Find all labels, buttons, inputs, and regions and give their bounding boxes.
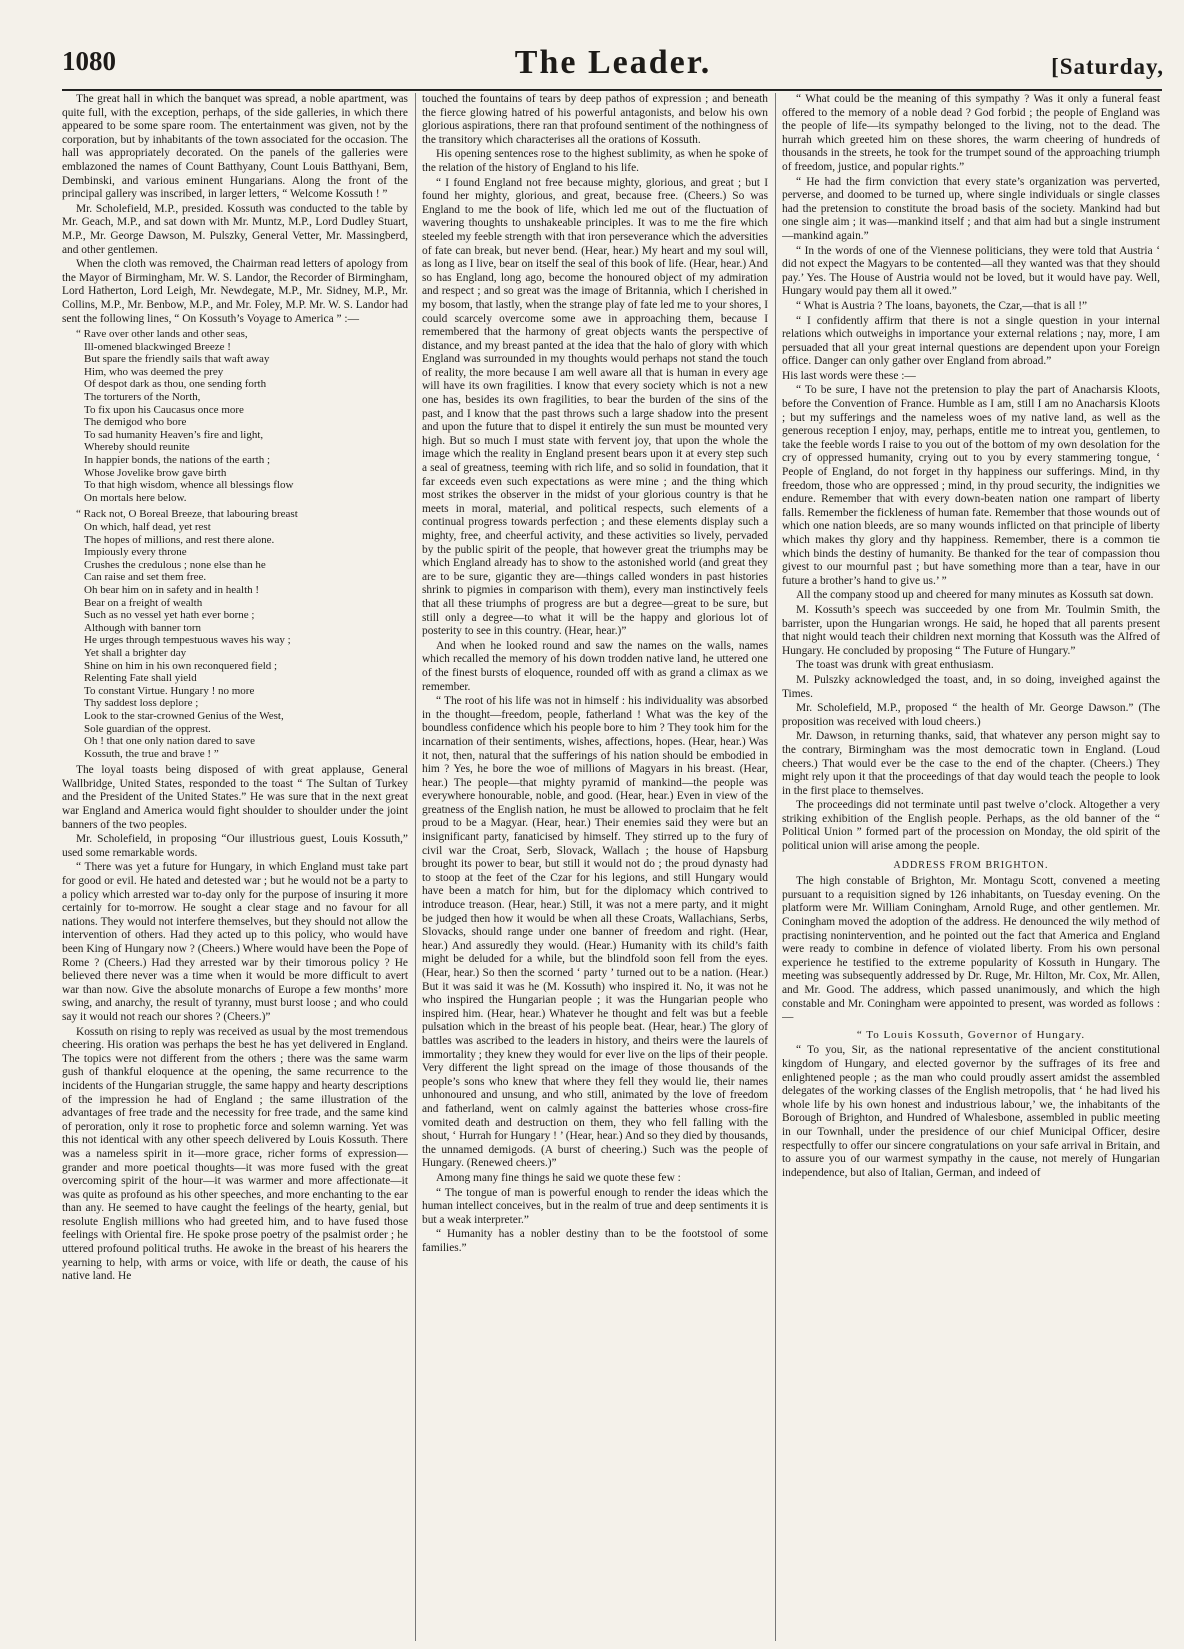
- paragraph: Mr. Scholefield, in proposing “Our illustrious guest, Louis Kossuth,” used some remarkable words.: [62, 833, 408, 859]
- poem-line: Oh bear him on in safety and in health !: [84, 583, 260, 596]
- quoted-speech: “ What could be the meaning of this sympathy ? Was it only a funeral feast offered to the memory of a noble dead ? God forbid ; the people of England was the people of life—its sympathy belonged to the living, not to the dead. The hurrah which greeted him on these shores, the warm cheering of hundreds of thousands in the streets, he took for the trumpet sound of the approaching triumph of freedom, justice, and popular rights.”: [782, 93, 1160, 173]
- paragraph: M. Pulszky acknowledged the toast, and, in so doing, inveighed against the Times.: [782, 673, 1160, 700]
- poem-line: Look to the star-crowned Genius of the West,: [84, 709, 284, 722]
- paragraph: Mr. Dawson, in returning thanks, said, that whatever any person might say to the contrary, Birmingham was the most democratic town in England. (Loud cheers.) That would ever be the case to the end of the chapter. (Cheers.) They might rely upon it that the proceedings of that day would teach the people to look in the first place to themselves.: [782, 730, 1160, 797]
- paragraph: The loyal toasts being disposed of with great applause, General Wallbridge, United States, responded to the toast “ The Sultan of Turkey and the President of the United States.” He was sure that in the next great war England and America would fight shoulder to shoulder under the joint banners of the two peoples.: [62, 764, 408, 831]
- poem-line: To that high wisdom, whence all blessings flow: [84, 479, 294, 492]
- poem-line: Ill-omened blackwinged Breeze !: [84, 340, 231, 353]
- paragraph: The proceedings did not terminate until past twelve o’clock. Altogether a very striking exhibition of the English people. Perhaps, as the old banner of the “ Political Union ” formed part of the procession on Monday, the old spirit of the political union will arise among the people.: [782, 799, 1160, 853]
- poem-line: To fix upon his Caucasus once more: [84, 403, 244, 416]
- poem-line: The torturers of the North,: [84, 391, 201, 404]
- poem-line: The demigod who bore: [84, 416, 187, 429]
- poem-line: To constant Virtue. Hungary ! no more: [84, 684, 255, 697]
- poem-line: Thy saddest loss deplore ;: [84, 697, 199, 710]
- poem-line: He urges through tempestuous waves his way ;: [84, 634, 291, 647]
- page-header: [62, 44, 1164, 86]
- quoted-speech: “ What is Austria ? The loans, bayonets, the Czar,—that is all !”: [796, 299, 1088, 312]
- poem-line: But spare the friendly sails that waft away: [84, 353, 270, 366]
- paragraph: Kossuth on rising to reply was received as usual by the most tremendous cheering. His oration was perhaps the best he has yet delivered in England. The topics were not different from the others ; there was the same warm gush of thankful eloquence at the opening, the same recurrence to the incidents of the Hungarian struggle, the same happy and hearty descriptions of the impression he had of England ; the same illustration of the advantages of free trade and the necessity for free trade, and the same kind of peroration, only it rose to prophetic force and solemn warning. Yet was this not identical with any other speech delivered by Louis Kossuth. There was a nameless spirit in it—more grace, richer forms of expression—grander and more poetical thoughts—it was more fused with the great overcoming spirit of the hour—it was warmer and more affectionate—it was quite as profound as his other speeches, and more enchanting to the ear than any. He seemed to have caught the feelings of the hearty, genial, but resolute English millions who had greeted him, and to have fused those feelings with Oriental fire. He spoke prose poetry of the psalmist order ; he uttered profound political truths. He awoke in the breast of his hearers the yearning to help, with arms or voice, with life or death, the cause of his native land. He: [62, 1025, 408, 1283]
- quoted-speech: “ The tongue of man is powerful enough to render the ideas which the human intellect conceives, but in the realm of true and deep sentiments it is but a weak interpreter.”: [422, 1186, 768, 1226]
- poem-line: Him, who was deemed the prey: [84, 365, 224, 378]
- paragraph: The great hall in which the banquet was spread, a noble apartment, was quite full, with the exception, perhaps, of the side galleries, in which there appeared to be some spare room. The entertainment was given, not by the corporation, but by inhabitants of the town associated for the occasion. The hall was appropriately decorated. On the panels of the galleries were emblazoned the names of Count Batthyany, Count Louis Batthyani, Bem, Dembinski, and various eminent Hungarians. Along the front of the principal gallery was inscribed, in larger letters, “ Welcome Kossuth ! ”: [62, 93, 408, 201]
- column-1: [62, 93, 408, 1641]
- paragraph: The toast was drunk with great enthusiasm.: [796, 659, 994, 672]
- poem-line: Crushes the credulous ; none else than he: [84, 558, 266, 571]
- poem-line: “ Rave over other lands and other seas,: [76, 328, 248, 341]
- poem-stanza-2: [76, 508, 408, 760]
- paragraph: The high constable of Brighton, Mr. Montagu Scott, convened a meeting pursuant to a requisition signed by 126 inhabitants, on Tuesday evening. On the platform were Mr. William Coningham, Arnold Ruge, and other gentlemen. Mr. Coningham moved the adoption of the address. He denounced the wily method of practising nonintervention, and he pointed out the fact that America and England were ready to combine in defence of violated liberty. From his own personal experience he testified to the extreme popularity of Kossuth in Hungary. The meeting was subsequently addressed by Dr. Ruge, Mr. Hilton, Mr. Cox, Mr. Allen, and Mr. Good. The address, which passed unanimously, and which the high constable and Mr. Coningham were appointed to present, was worded as follows :—: [782, 875, 1160, 1024]
- poem-line: To sad humanity Heaven’s fire and light,: [84, 428, 264, 441]
- quoted-speech: “ He had the firm conviction that every state’s organization was perverted, perverse, and doomed to be turned up, where single individuals or single classes had the pretension to constitute the broad basis of the society. Mankind had but one single aim ; it was—mankind itself ; and that aim had but a single instrument—mankind again.”: [782, 175, 1160, 242]
- poem-line: “ Rack not, O Boreal Breeze, that labouring breast: [76, 508, 298, 521]
- paragraph: His last words were these :—: [782, 369, 916, 382]
- quoted-speech: “ I confidently affirm that there is not a single question in your internal relations which outweighs in importance your external relations ; nay, more, I am persuaded that all your great internal questions are dependent upon your Foreign office. Danger can only gather over England from abroad.”: [782, 314, 1160, 368]
- quoted-address: “ To you, Sir, as the national representative of the ancient constitutional kingdom of Hungary, and elected governor by the suffrages of its free and enlightened people ; as the man who could proudly assert amidst the assembled delegates of the working classes of the English metropolis, that ‘ he had lived his whole life by his own honest and industrious labour,’ we, the inhabitants of the Borough of Brighton, and Hundred of Whalesbone, assembled in public meeting in our Townhall, under the presidence of our chief Municipal Officer, desire respectfully to offer our sincere congratulations on your safe arrival in Britain, and to assure you of our warmest sympathy in the cause, not merely of Hungarian independence, but also of Italian, German, and indeed of: [782, 1044, 1160, 1179]
- paragraph: His opening sentences rose to the highest sublimity, as when he spoke of the relation of the history of England to his life.: [422, 148, 768, 174]
- poem-line: Bear on a freight of wealth: [84, 596, 203, 609]
- page-number: 1080: [62, 46, 116, 76]
- quoted-speech: “ Humanity has a nobler destiny than to be the footstool of some families.”: [422, 1228, 768, 1254]
- poem-line: On mortals here below.: [84, 491, 187, 504]
- paragraph: touched the fountains of tears by deep pathos of expression ; and beneath the fierce glowing hatred of his powerful antagonists, and below his own glorious aspirations, there ran that profound sentiment of the nothingness of the transitory which characterises all the orations of Kossuth.: [422, 93, 768, 146]
- quoted-speech: “ In the words of one of the Viennese politicians, they were told that Austria ‘ did not expect the Magyars to be contented—all they wanted was that they should pay.’ Yes. The House of Austria would not be loved, but it would have pay. Well, Hungary would pay them all it owed.”: [782, 244, 1160, 298]
- poem-stanza-1: [76, 328, 408, 504]
- poem-line: The hopes of millions, and rest there alone.: [84, 533, 275, 546]
- poem-line: Relenting Fate shall yield: [84, 672, 197, 685]
- poem-line: Shine on him in his own reconquered field ;: [84, 659, 278, 672]
- poem-line: Impiously every throne: [84, 546, 187, 559]
- poem-line: Yet shall a brighter day: [84, 646, 187, 659]
- poem-line: In happier bonds, the nations of the earth ;: [84, 454, 271, 467]
- poem-line: Oh ! that one only nation dared to save: [84, 735, 256, 748]
- poem-line: Whereby should reunite: [84, 441, 190, 454]
- poem-line: Kossuth, the true and brave ! ”: [84, 747, 219, 760]
- header-rule: [62, 89, 1162, 91]
- column-divider: [415, 93, 416, 1641]
- quoted-speech: “ The root of his life was not in himself : his individuality was absorbed in the thought—freedom, people, fatherland ! What was the key of the boundless confidence which his people bore to him ? They took him for the incarnation of their sentiments, wishes, affections, hopes. (Hear, hear.) Was it not, then, natural that the sufferings of his nation should be embodied in him ? Yes, he bore the woe of millions of Magyars in his breast. (Hear, hear.) The people—that mighty pyramid of mankind—the people was everywhere honourable, noble, and good. (Hear, hear.) Even in view of the greatness of the English nation, he must be allowed to proclaim that he felt proud to be a Magyar. (Hear, hear.) Their enemies said they were but an insignificant party, fanaticised by himself. They stirred up to the fury of civil war the Croat, Serb, Slovack, Wallach ; the house of Hapsburg brought its power to bear, but still it would not do ; the proud dynasty had to stoop at the feet of the Czar for his legions, and still Hungary would have been a match for him, but for the diplomacy which contrived to introduce treason. (Hear, hear.) Still, it was not a mere party, and it might be judged then how it would be when all these Croats, Wallachians, Serbs, Slovacks, should range under one banner of freedom and right. (Hear, hear.) And assuredly they would. (Hear.) Humanity with its child’s faith might be deluded for a while, but the blindfold soon fell from the eyes. (Hear, hear.) So then the scorned ‘ party ’ turned out to be a nation. (Hear.) But it was said it was he (M. Kossuth) who inspired it. No, it was not he who inspired the Hungarian people ; it was the Hungarian people who inspired him. (Hear, hear.) Whatever he thought and felt was but a feeble pulsation which in the breast of his people beat. (Hear, hear.) The glory of battles was ascribed to the leaders in history, and theirs were the laurels of immortality ; they knew they would for ever live on the lips of their people. Very different the light spread on the image of those thousands of the people’s sons who knew that where they fell they would lie, their names unhonoured and unsung, and who still, animated by the love of freedom and fatherland, went on calmly against the batteries whose cross-fire vomited death and destruction on them, they who fell falling with the shout, ‘ Hurrah for Hungary ! ’ (Hear, hear.) And so they died by thousands, the unnamed demigods. (A burst of cheering.) Such was the people of Hungary. (Renewed cheers.)”: [422, 695, 768, 1170]
- poem-line: Whose Jovelike brow gave birth: [84, 466, 227, 479]
- quoted-speech: “ There was yet a future for Hungary, in which England must take part for good or evil. He hated and detested war ; but he would not be a party to a policy which arrested war to-day only for the purpose of insuring it more certainly for to-morrow. He sought a clear stage and no favour for all nations. They would not interfere themselves, but they should not allow the intervention of others. Had they acted up to this policy, who would have been King of Hungary now ? (Cheers.) Where would have been the Pope of Rome ? (Cheers.) Had they arrested war by their timorous policy ? He believed there never was a time when it would be more difficult to avert war than now. Give the absolute monarchs of Europe a few months’ more swing, and anarchy, the result of tyranny, must burst loose ; and who could say it would not reach our shores ? (Cheers.)”: [62, 861, 408, 1023]
- poem-line: Sole guardian of the opprest.: [84, 722, 211, 735]
- poem-line: Can raise and set them free.: [84, 571, 207, 584]
- quoted-speech: “ To be sure, I have not the pretension to play the part of Anacharsis Kloots, before the Convention of France. Humble as I am, still I am no Anacharsis Kloots ; but my sufferings and the nameless woes of my native land, as well as the generous reception I enjoy, may, perhaps, entitle me to intreat you, gentlemen, to take the feeble words I raise to you out of the bottom of my own desolation for the cry of oppressed humanity, crying out to you by every stammering tongue, ‘ People of England, do not forget in thy happiness our sufferings. Mind, in thy freedom, those who are oppressed ; mind, in thy proud security, the indignities we endure. Remember that with every down-beaten nation one rampart of liberty falls. Remember the fickleness of human fate. Remember that those wounds out of which one nation bleeds, are so many wounds inflicted on that principle of liberty which makes thy glory and thy happiness. Remember, there is a common tie which binds the destiny of humanity. Be thanked for the tear of compassion thou givest to our mournful past ; but have something more than a tear, have in our future a brother’s hand to give us.’ ”: [782, 384, 1160, 587]
- section-heading: ADDRESS FROM BRIGHTON.: [893, 859, 1049, 871]
- poem-line: On which, half dead, yet rest: [84, 521, 211, 533]
- poem-line: Such as no vessel yet hath ever borne ;: [84, 609, 255, 622]
- paragraph: And when he looked round and saw the names on the walls, names which recalled the memory of his down trodden native land, he uttered one of the finest bursts of eloquence, rounded off with as grand a climax as we remember.: [422, 639, 768, 693]
- paragraph: Among many fine things he said we quote these few :: [436, 1171, 681, 1184]
- paragraph: When the cloth was removed, the Chairman read letters of apology from the Mayor of Birmingham, Mr. W. S. Landor, the Recorder of Birmingham, Lord Hatherton, Lord Leigh, Mr. Newdegate, M.P., Mr. Sidney, M.P., Mr. Collins, M.P., Mr. Benbow, M.P., and Mr. Foley, M.P. Mr. W. S. Landor had sent the following lines, “ On Kossuth’s Voyage to America ” :—: [62, 258, 408, 325]
- poem-line: Although with banner torn: [84, 621, 202, 634]
- paragraph: Mr. Scholefield, M.P., presided. Kossuth was conducted to the table by Mr. Geach, M.P., and sat down with Mr. Muntz, M.P., Lord Dudley Stuart, M.P., Mr. George Dawson, M. Pulszky, General Vetter, Mr. Massingberd, and other gentlemen.: [62, 202, 408, 256]
- paragraph: All the company stood up and cheered for many minutes as Kossuth sat down.: [796, 589, 1154, 602]
- paragraph: Mr. Scholefield, M.P., proposed “ the health of Mr. George Dawson.” (The proposition was received with loud cheers.): [782, 702, 1160, 728]
- quoted-speech: “ I found England not free because mighty, glorious, and great ; but I found her mighty, glorious, and great, because free. (Cheers.) So was England to me the book of life, which led me out of the fluctuation of wavering thoughts to unshakeable principles. It was to me the fire which steeled my feeble strength with that iron perseverance which the adversities of fate can break, but never bend. (Hear, hear.) My heart and my soul will, as long as I live, bear on itself the seal of this book of life. (Hear, hear.) And so has England, long ago, become the honoured object of my admiration and respect ; and so great was the image of Britannia, which I cherished in my bosom, that lastly, when the strange play of fate led me to your shores, I could scarcely overcome some awe in approaching them, because I remembered that the harmony of great objects wants the perspective of distance, and my breast panted at the idea that the halo of glory with which England was surrounded in my thoughts would perhaps not stand the touch of reality, the more because I am well aware all that is human in every age will have its own fragilities. I know that every society which is not a new one has, besides its own fragilities, to bear the burden of the sins of the past, and I know that the past throws such a large shadow into the present and upon the future that to dispel it entirely the sun must be mounted very high. But so much I must state with fervent joy, that upon the whole the image which the reality in England present bears upon it at every step such a seal of greatness, teeming with rich life, and so solid in foundation, that it far exceeds even such expectations as were mine ; and the thing which most strikes the observer in the midst of your glorious country is that he meets in moral, material, and political respects, such elements of a continual progress towards perfection ; and these elements display such a mighty, free, and cheerful activity, and these activities so lively, pervaded by the public spirit of the people, that however great the triumphs may be which England already has to show to the astonished world (and great they are to be sure, gigantic they are—things called wonders in past histories shrink to pigmies in comparison with them), every man instinctively feels that all these triumphs of progress are but a degree—great to be sure, but still only a degree—to what it will be the happy and glorious lot of posterity to see in this country. (Hear, hear.)”: [422, 176, 768, 638]
- address-heading: “ To Louis Kossuth, Governor of Hungary.: [856, 1028, 1086, 1041]
- column-2: [422, 93, 768, 1641]
- poem-line: Of despot dark as thou, one sending forth: [84, 378, 267, 391]
- dateline: [Saturday,: [1051, 54, 1164, 79]
- column-3: [782, 93, 1160, 1641]
- column-divider: [775, 93, 776, 1641]
- masthead-title: The Leader.: [514, 44, 712, 81]
- paragraph: M. Kossuth’s speech was succeeded by one from Mr. Toulmin Smith, the barrister, upon the Hungarian wrongs. He said, he hoped that all parents present that night would teach their children next morning that Kossuth was the Alfred of Hungary. He concluded by proposing “ The Future of Hungary.”: [782, 603, 1160, 657]
